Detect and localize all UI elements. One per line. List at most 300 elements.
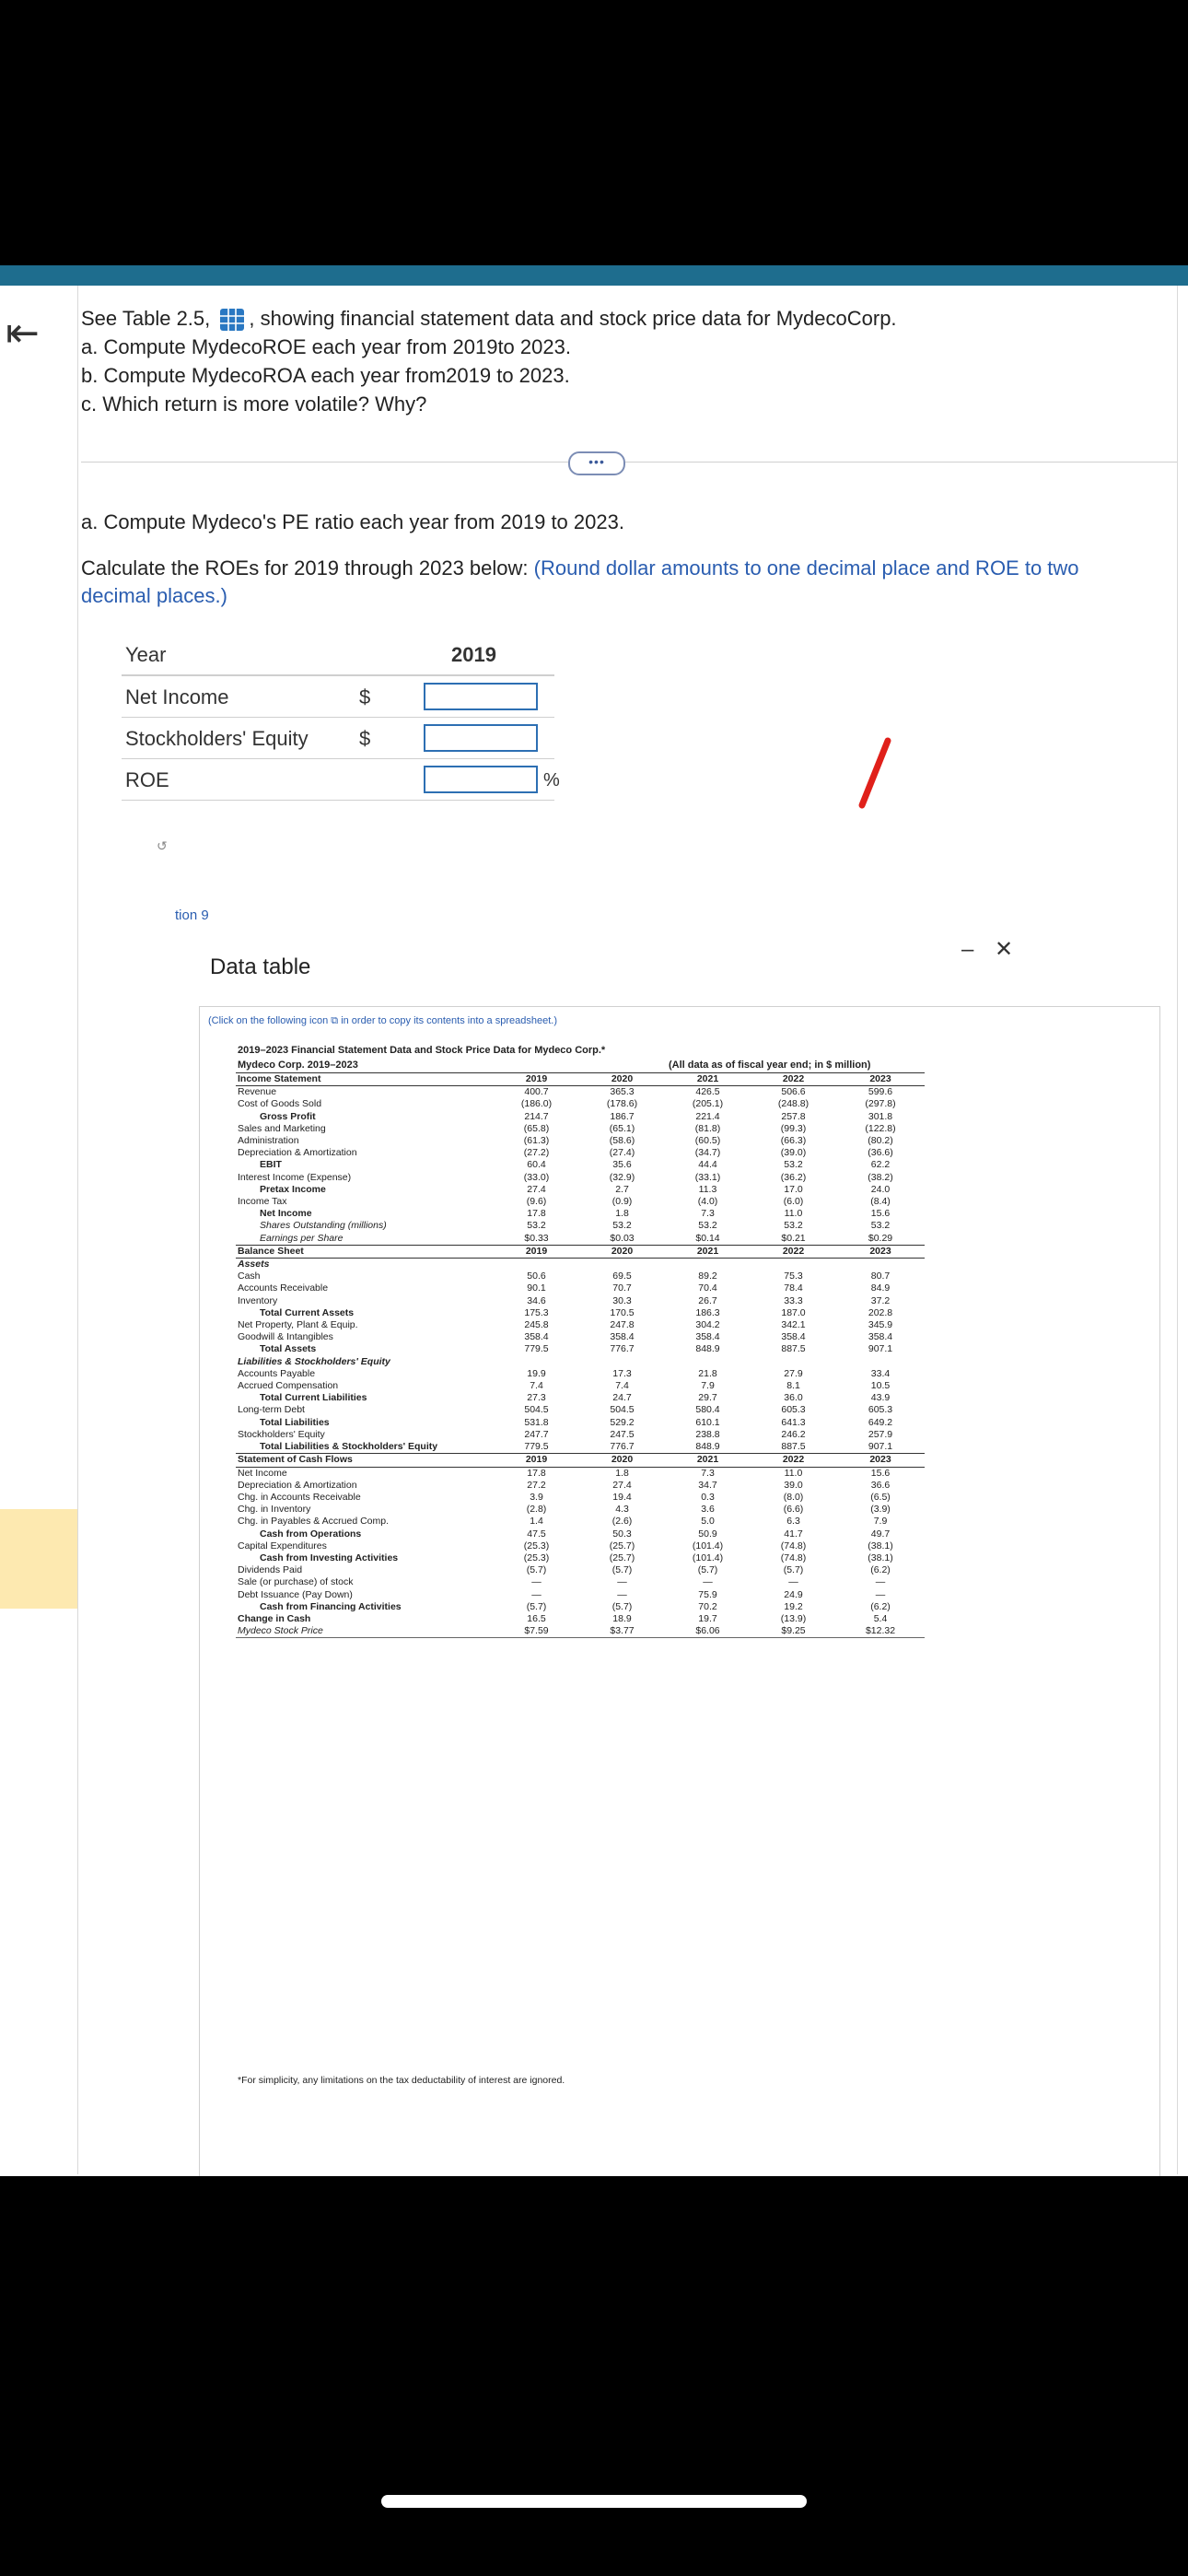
row-value: 358.4 [695,1331,720,1343]
row-label: Administration [238,1135,299,1147]
table-grid-icon[interactable] [219,308,245,332]
row-value: 5.0 [701,1516,715,1528]
row-value: 33.3 [784,1294,803,1306]
row-value: 78.4 [784,1282,803,1294]
row-value: 504.5 [524,1404,549,1416]
statement-row [236,1295,925,1307]
status-bar-area [0,0,1188,265]
statement-row [236,1404,925,1416]
row-value: 358.4 [524,1331,549,1343]
row-value: 1.8 [615,1467,629,1479]
row-value: 887.5 [781,1441,806,1453]
row-value: 19.9 [527,1367,546,1379]
row-value: — [875,1588,886,1600]
row-value: (122.8) [865,1122,896,1134]
row-value: (5.7) [697,1564,718,1576]
row-value: 3.9 [530,1491,543,1503]
roe-header-row [122,634,554,676]
row-value: (5.7) [611,1600,633,1612]
financial-statement-table [236,1072,925,1638]
row-value: 50.3 [612,1528,632,1540]
row-label: Accrued Compensation [238,1380,339,1392]
row-value: (186.0) [520,1098,553,1110]
section-divider [81,462,1177,463]
row-value: (39.0) [780,1147,807,1159]
statement-row [236,1368,925,1380]
row-value [751,1356,836,1368]
row-value: (6.6) [783,1504,804,1516]
row-value: 301.8 [868,1110,893,1122]
row-value: 16.5 [527,1612,546,1624]
row-value: $6.06 [665,1625,751,1638]
row-value: 44.4 [698,1159,717,1171]
statement-row [236,1245,925,1258]
row-value: 84.9 [870,1282,891,1294]
row-value: 7.9 [873,1516,888,1528]
statement-row [236,1429,925,1441]
statement-row [236,1625,925,1638]
row-value: 53.2 [784,1220,803,1232]
copy-instruction[interactable]: (Click on the following icon ⧉ in order to copy its contents into a spreadsheet.) [208,1015,557,1026]
row-value: 49.7 [870,1528,891,1540]
row-value: 257.8 [781,1110,806,1122]
row-label: Balance Sheet [236,1245,494,1258]
home-indicator[interactable] [381,2495,807,2508]
row-value: (5.7) [783,1564,804,1576]
row-value: 29.7 [698,1392,717,1404]
row-label: Depreciation & Amortization [238,1147,357,1159]
row-value: 35.6 [612,1159,632,1171]
statement-row [236,1417,925,1429]
statement-row [236,1208,925,1220]
statement-row [236,1589,925,1601]
row-value: 15.6 [870,1208,891,1220]
row-value: 345.9 [868,1319,893,1331]
left-divider [77,286,78,2174]
row-value: (27.4) [609,1147,635,1159]
net-income-row: Net Income $ [122,676,554,718]
row-value: (178.6) [606,1098,638,1110]
row-value: 907.1 [868,1343,893,1355]
row-label: Liabilities & Stockholders' Equity [238,1355,390,1367]
side-highlight-bar [0,1509,77,1609]
row-value: $9.25 [751,1625,836,1638]
question-part-c: c. Which return is more volatile? Why? [81,392,427,416]
row-value: 2023 [836,1454,925,1467]
statement-row [236,1159,925,1171]
statement-row [236,1492,925,1504]
row-value: 36.6 [870,1479,891,1491]
row-value: (58.6) [609,1135,635,1147]
row-value: 848.9 [695,1441,720,1453]
row-label: Total Current Assets [260,1306,355,1318]
row-value: 60.4 [527,1159,546,1171]
row-value: 47.5 [527,1528,546,1540]
row-value: 7.3 [701,1208,715,1220]
row-value: 53.2 [784,1159,803,1171]
row-value: (8.4) [870,1196,891,1208]
row-value: 27.4 [527,1183,546,1195]
row-value [579,1259,665,1271]
row-value: (5.7) [526,1564,547,1576]
row-value: 53.2 [612,1220,632,1232]
row-value: 11.0 [784,1467,803,1479]
row-value: 641.3 [781,1416,806,1428]
row-value: (74.8) [780,1540,807,1551]
row-value: 41.7 [784,1528,803,1540]
row-label: Mydeco Stock Price [236,1625,494,1638]
as-of-note: (All data as of fiscal year end; in $ million) [669,1060,871,1071]
row-value: (205.1) [692,1098,724,1110]
statement-row [236,1184,925,1196]
row-value: (9.6) [526,1196,547,1208]
statement-row [236,1528,925,1540]
row-value: 7.4 [530,1380,543,1392]
row-value: 39.0 [784,1479,803,1491]
row-value: (33.1) [694,1171,721,1183]
row-label: Long-term Debt [238,1404,305,1416]
row-value: 6.3 [786,1516,800,1528]
row-value: (4.0) [697,1196,718,1208]
statement-row [236,1540,925,1552]
row-value: 33.4 [870,1367,891,1379]
row-label: Inventory [238,1294,278,1306]
row-value: (101.4) [692,1540,724,1551]
row-value: (99.3) [780,1122,807,1134]
statement-row [236,1564,925,1576]
row-value: 365.3 [610,1086,635,1098]
row-label: Cash from Operations [260,1528,362,1540]
row-value: 1.8 [615,1208,629,1220]
percent-sign: % [543,770,560,790]
row-value: 17.8 [527,1208,546,1220]
statement-row [236,1343,925,1355]
row-value: (33.0) [523,1171,550,1183]
row-value: (36.6) [868,1147,893,1159]
row-label: Accounts Payable [238,1367,316,1379]
row-value: 70.7 [612,1282,632,1294]
row-value: 80.7 [870,1270,891,1282]
roe-input[interactable] [424,766,538,793]
row-value: 75.9 [698,1588,717,1600]
row-value: (65.8) [523,1122,550,1134]
question-part-b: b. Compute MydecoROA each year from2019 to 2023. [81,364,570,387]
row-value: 2019 [494,1073,579,1086]
row-value: 7.9 [701,1380,715,1392]
row-value: (6.0) [783,1196,804,1208]
question-part-a: a. Compute MydecoROE each year from 2019to 2023. [81,335,571,358]
statement-row [236,1441,925,1454]
row-value: 4.3 [615,1504,629,1516]
year-label: Year [125,643,167,666]
statement-row [236,1331,925,1343]
row-value: — [531,1588,542,1600]
row-value: 779.5 [524,1343,549,1355]
row-value: 19.4 [612,1491,632,1503]
row-value: 17.0 [784,1183,803,1195]
row-value: 30.3 [612,1294,632,1306]
row-label: Total Liabilities & Stockholders' Equity [260,1441,438,1453]
row-value: 529.2 [610,1416,635,1428]
row-value: 2019 [494,1454,579,1467]
row-value: 8.1 [786,1380,800,1392]
row-value: 238.8 [695,1428,720,1440]
row-value: 186.3 [695,1306,720,1318]
row-value: 0.3 [701,1491,715,1503]
row-value: (27.2) [523,1147,550,1159]
row-value: 70.2 [698,1600,717,1612]
row-value: 580.4 [695,1404,720,1416]
row-value [579,1356,665,1368]
row-value: 2021 [665,1245,751,1258]
statement-row [236,1576,925,1588]
statement-row [236,1392,925,1404]
row-value: 37.2 [870,1294,891,1306]
row-label: Depreciation & Amortization [238,1479,357,1491]
row-value: (66.3) [780,1135,807,1147]
row-label: EBIT [260,1159,282,1171]
statement-row [236,1147,925,1159]
row-value: 599.6 [868,1086,893,1098]
small-arrow-icon: ↺ [157,838,168,853]
row-value: 50.9 [698,1528,717,1540]
expand-more-button[interactable]: ••• [568,451,625,475]
row-value: 531.8 [524,1416,549,1428]
row-value: 170.5 [610,1306,635,1318]
row-label: Shares Outstanding (millions) [260,1220,387,1232]
row-value: 5.4 [873,1612,888,1624]
row-value: 426.5 [695,1086,720,1098]
row-value: 221.4 [695,1110,720,1122]
row-value: 24.0 [870,1183,891,1195]
row-value: 779.5 [524,1441,549,1453]
row-value: 202.8 [868,1306,893,1318]
row-value: 53.2 [698,1220,717,1232]
year-value: 2019 [451,643,496,666]
statement-row [236,1356,925,1368]
row-value: 2022 [751,1245,836,1258]
row-value: (101.4) [692,1551,724,1563]
row-value: 186.7 [610,1110,635,1122]
statement-row [236,1552,925,1564]
statement-row [236,1172,925,1184]
row-value: (25.7) [609,1540,635,1551]
row-value: (25.3) [523,1540,550,1551]
row-value: 358.4 [781,1331,806,1343]
statement-row [236,1516,925,1528]
statement-row [236,1259,925,1271]
row-label: Cash [238,1270,261,1282]
statement-row [236,1220,925,1232]
row-value: 3.6 [701,1504,715,1516]
part-a-heading: a. Compute Mydeco's PE ratio each year from 2019 to 2023. [81,510,624,533]
statement-row [236,1467,925,1480]
row-value: 34.6 [527,1294,546,1306]
question-text [81,304,897,418]
row-value: 19.2 [784,1600,803,1612]
row-label: Chg. in Accounts Receivable [238,1491,361,1503]
row-value: 2021 [665,1073,751,1086]
instruction-hint: (Round dollar amounts to one decimal place and ROE to two decimal places.) [81,556,1079,607]
row-label: Net Property, Plant & Equip. [238,1319,358,1331]
row-label: Debt Issuance (Pay Down) [238,1588,353,1600]
row-value: 36.0 [784,1392,803,1404]
row-value: 27.2 [527,1479,546,1491]
row-label: Cash from Financing Activities [260,1600,402,1612]
row-label: Total Current Liabilities [260,1392,367,1404]
row-label: Sales and Marketing [238,1122,326,1134]
row-value: 2022 [751,1073,836,1086]
row-label: Interest Income (Expense) [238,1171,352,1183]
row-value: $7.59 [494,1625,579,1638]
net-income-input[interactable] [424,683,538,710]
row-label: Capital Expenditures [238,1540,327,1551]
row-value: (2.6) [611,1516,633,1528]
row-value: 506.6 [781,1086,806,1098]
row-value: $3.77 [579,1625,665,1638]
row-value: (74.8) [780,1551,807,1563]
row-value: 610.1 [695,1416,720,1428]
row-value: $0.33 [524,1232,549,1244]
statement-row [236,1601,925,1613]
row-value: 257.9 [868,1428,893,1440]
row-value: 50.6 [527,1270,546,1282]
row-label: Gross Profit [260,1110,316,1122]
row-value: 776.7 [610,1441,635,1453]
row-label: Goodwill & Intangibles [238,1331,333,1343]
row-value: 214.7 [524,1110,549,1122]
row-value: 69.5 [612,1270,632,1282]
row-value: 245.8 [524,1319,549,1331]
data-table-title: Data table [210,954,311,979]
row-label: Revenue [238,1086,277,1098]
statement-row [236,1196,925,1208]
row-value: 15.6 [870,1467,891,1479]
row-value: 11.0 [784,1208,803,1220]
row-value: 358.4 [868,1331,893,1343]
row-value: 75.3 [784,1270,803,1282]
row-value: (6.5) [870,1491,891,1503]
row-label: Income Statement [236,1073,494,1086]
row-value: 504.5 [610,1404,635,1416]
statement-row [236,1123,925,1135]
row-value: 24.9 [784,1588,803,1600]
row-value: 247.8 [610,1319,635,1331]
row-value: 62.2 [870,1159,891,1171]
row-value: (38.1) [868,1551,893,1563]
row-value: 2021 [665,1454,751,1467]
dollar-sign: $ [359,685,371,708]
row-value: 90.1 [527,1282,546,1294]
row-value: 247.5 [610,1428,635,1440]
row-value: $0.21 [781,1232,806,1244]
row-value: 887.5 [781,1343,806,1355]
row-value: — [531,1576,542,1588]
row-label: Accounts Receivable [238,1282,329,1294]
row-label: Total Assets [260,1343,317,1355]
window-controls[interactable]: – ✕ [961,937,1021,962]
statement-row [236,1454,925,1467]
row-value [665,1259,751,1271]
row-value: (248.8) [777,1098,809,1110]
company-line: Mydeco Corp. 2019–2023 [238,1060,358,1071]
statement-row [236,1135,925,1147]
row-value: 776.7 [610,1343,635,1355]
instruction-text: Calculate the ROEs for 2019 through 2023 below: (Round dollar amounts to one decimal place and ROE to two decimal places.) [81,556,1079,607]
row-value: 34.7 [698,1479,717,1491]
row-value: 43.9 [870,1392,891,1404]
row-value: — [875,1576,886,1588]
row-value: 89.2 [698,1270,717,1282]
row-value: 27.9 [784,1367,803,1379]
side-section-link[interactable]: tion 9 [175,907,209,923]
statement-row [236,1613,925,1625]
row-value: 605.3 [781,1404,806,1416]
row-value: 2020 [579,1454,665,1467]
row-value: 2023 [836,1073,925,1086]
row-value: 21.8 [698,1367,717,1379]
row-value: (38.2) [868,1171,893,1183]
row-value [751,1259,836,1271]
row-value: 24.7 [612,1392,632,1404]
row-label: Stockholders' Equity [238,1428,325,1440]
row-value: 1.4 [530,1516,543,1528]
row-value: (5.7) [611,1564,633,1576]
statement-title: 2019–2023 Financial Statement Data and Stock Price Data for Mydeco Corp.* [238,1045,606,1056]
row-label: Assets [238,1259,270,1270]
row-value: 2.7 [615,1183,629,1195]
statement-row [236,1282,925,1294]
stockholders-equity-input[interactable] [424,724,538,752]
row-value: 26.7 [698,1294,717,1306]
statement-row [236,1307,925,1319]
statement-row [236,1270,925,1282]
row-value: 17.8 [527,1467,546,1479]
row-value: 27.4 [612,1479,632,1491]
row-label: Chg. in Inventory [238,1504,311,1516]
row-value: 649.2 [868,1416,893,1428]
row-label: Statement of Cash Flows [236,1454,494,1467]
row-label: Total Liabilities [260,1416,330,1428]
row-value [836,1356,925,1368]
back-arrow-icon[interactable]: ⇤ [6,310,40,356]
row-value: 7.3 [701,1467,715,1479]
row-label: Cash from Investing Activities [260,1551,399,1563]
row-value: 7.4 [615,1380,629,1392]
statement-row [236,1319,925,1331]
row-value: (32.9) [609,1171,635,1183]
row-value: $0.29 [868,1232,893,1244]
row-value: — [703,1576,713,1588]
row-value: $0.03 [610,1232,635,1244]
statement-row [236,1380,925,1392]
row-value: (297.8) [865,1098,896,1110]
statement-row [236,1086,925,1099]
dollar-sign: $ [359,727,371,750]
row-value: (80.2) [868,1135,893,1147]
row-value: 18.9 [612,1612,632,1624]
row-value: (60.5) [694,1135,721,1147]
equity-row: Stockholders' Equity $ [122,718,554,759]
row-value: (8.0) [783,1491,804,1503]
row-label: Income Tax [238,1196,287,1208]
row-value: (13.9) [780,1612,807,1624]
row-value: 175.3 [524,1306,549,1318]
row-value: 246.2 [781,1428,806,1440]
row-value: 304.2 [695,1319,720,1331]
statement-row [236,1098,925,1110]
row-value: 605.3 [868,1404,893,1416]
